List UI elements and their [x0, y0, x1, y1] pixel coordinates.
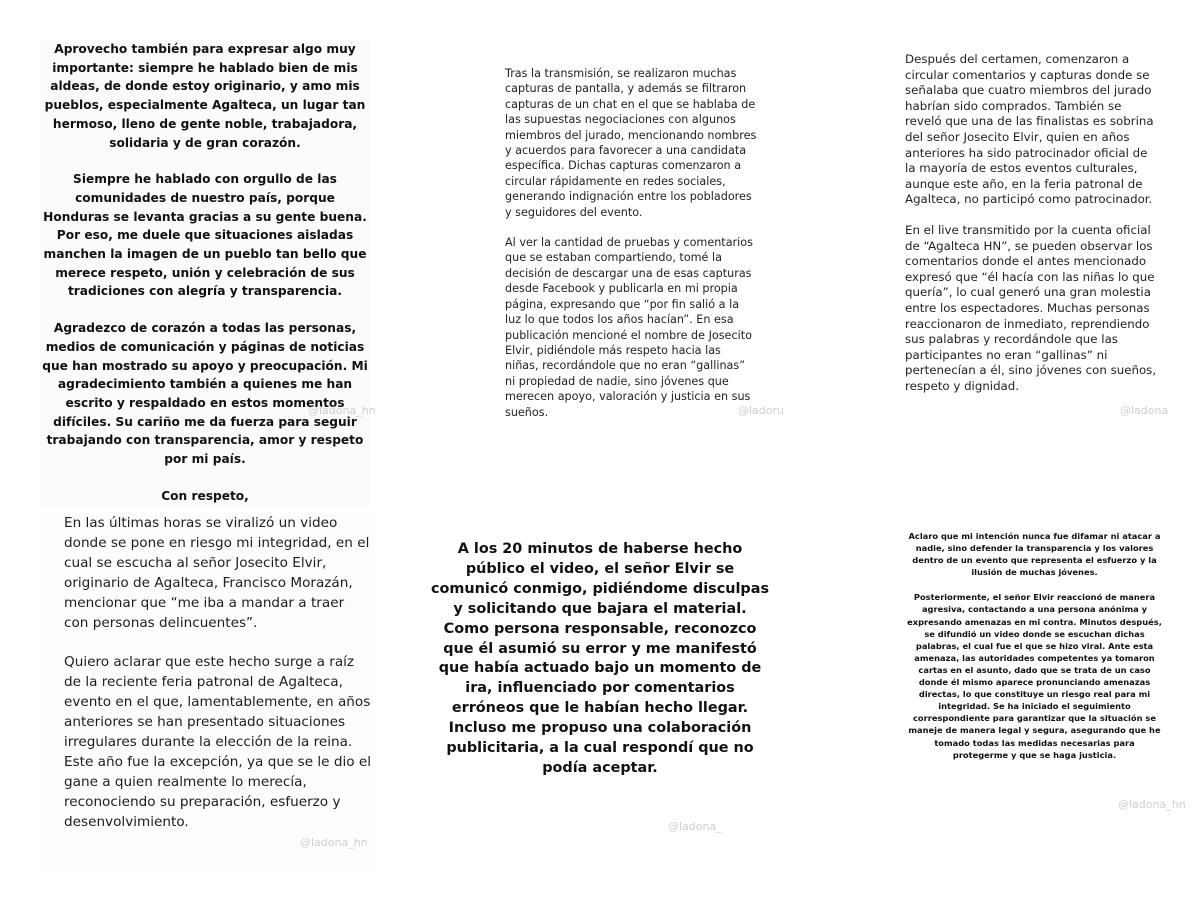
signature: Con respeto,: [161, 488, 249, 503]
paragraph: Agradezco de corazón a todas las personas, medios de comunicación y páginas de noticias que han mostrado su apoyo y preocupación. Mi agradecimiento también a quienes me han escrito y respaldado en estos momentos difíciles. Su cariño me da fuerza para seguir trabajando con transparencia, amor y respeto por mi país.: [42, 321, 368, 467]
watermark: @ladona: [1120, 404, 1169, 417]
panel-top-middle: [505, 66, 757, 491]
watermark: @ladona_hn: [1118, 798, 1186, 811]
paragraph: Aprovecho también para expresar algo muy importante: siempre he hablado bien de mis aldeas, de donde estoy originario, y amo mis pueblos, especialmente Agalteca, un lugar tan hermoso, lleno de gente noble, trabajadora, solidaria y de gran corazón.: [44, 42, 366, 150]
paragraph: En el live transmitido por la cuenta oficial de “Agalteca HN”, se pueden observar los comentarios donde el antes mencionado expresó que “él hacía con las niñas lo que quería”, lo cual generó una gran molestia entre los espectadores. Muchas personas reaccionaron de inmediato, reprendiendo sus palabras y recordándole que las participantes no eran “gallinas” ni pertenecían a él, sino jóvenes con sueños, respeto y dignidad.: [905, 222, 1157, 393]
paragraph: En las últimas horas se viralizó un video donde se pone en riesgo mi integridad, en el cual se escucha al señor Josecito Elvir, originario de Agalteca, Francisco Morazán, mencionar que “me iba a mandar a traer con personas delincuentes”.: [64, 515, 370, 631]
paragraph: A los 20 minutos de haberse hecho público el video, el señor Elvir se comunicó conmigo, pidiéndome disculpas y solicitando que bajara el material. Como persona responsable, reconozco que él asumió su error y me manifestó que había actuado bajo un momento de ira, influenciado por comentarios erróneos que le habían hecho llegar. Incluso me propuso una colaboración publicitaria, a la cual respondí que no podía aceptar.: [430, 541, 770, 776]
paragraph: Al ver la cantidad de pruebas y comentarios que se estaban compartiendo, tomé la decisión de descargar una de esas capturas desde Facebook y publicarla en mi propia página, expresando que “por fin salió a la luz lo que todos los años hacían”. En esa publicación mencioné el nombre de Josecito Elvir, pidiéndole más respeto hacia las niñas, recordándole que no eran “gallinas” ni propiedad de nadie, sino jóvenes que merecen apoyo, valoración y justicia en sus sueños.: [505, 236, 753, 419]
paragraph: Aclaro que mi intención nunca fue difamar ni atacar a nadie, sino defender la transparencia y los valores dentro de un evento que representa el esfuerzo y la ilusión de muchas jóvenes.: [908, 531, 1161, 578]
paragraph: Posteriormente, el señor Elvir reaccionó de manera agresiva, contactando a una persona anónima y expresando amenazas en mi contra. Minutos después, se difundió un video donde se escuchan dichas palabras, el cual fue el que se hizo viral. Ante esta amenaza, las autoridades competentes ya tomaron cartas en el asunto, dado que se trata de un caso donde él mismo aparece pronunciando amenazas directas, lo que constituye un riesgo real para mi integridad. Se ha iniciado el seguimiento correspondiente para garantizar que la situación se maneje de manera legal y segura, asegurando que he tomado todas las medidas necesarias para protegerme y que se haga justicia.: [907, 592, 1162, 760]
panel-top-right: [905, 52, 1160, 447]
panel-top-left: [40, 40, 370, 508]
panel-bottom-left: [40, 514, 372, 872]
paragraph: Tras la transmisión, se realizaron muchas capturas de pantalla, y además se filtraron capturas de un chat en el que se hablaba de las supuestas negociaciones con algunos miembros del jurado, mencionando nombres y acuerdos para favorecer a una candidata específica. Dichas capturas comenzaron a circular rápidamente en redes sociales, generando indignación entre los pobladores y seguidores del evento.: [505, 67, 757, 219]
watermark: @ladoru: [738, 404, 785, 417]
paragraph: Después del certamen, comenzaron a circular comentarios y capturas donde se señalaba que cuatro miembros del jurado habrían sido comprados. También se reveló que una de las finalistas es sobrina del señor Josecito Elvir, quien en años anteriores ha sido patrocinador oficial de la mayoría de estos eventos culturales, aunque este año, en la feria patronal de Agalteca, no participó como patrocinador.: [905, 52, 1154, 207]
paragraph: Quiero aclarar que este hecho surge a raíz de la reciente feria patronal de Agalteca, evento en el que, lamentablemente, en años anteriores se han presentado situaciones irregulares durante la elección de la reina. Este año fue la excepción, ya que se le dio el gane a quien realmente lo merecía, reconociendo su preparación, esfuerzo y desenvolvimiento.: [64, 654, 372, 830]
watermark: @ladona_hn: [308, 404, 376, 417]
paragraph: Siempre he hablado con orgullo de las comunidades de nuestro país, porque Honduras se levanta gracias a su gente buena. Por eso, me duele que situaciones aisladas manchen la imagen de un pueblo tan bello que merece respeto, unión y celebración de sus tradiciones con alegría y transparencia.: [43, 172, 367, 299]
watermark: @ladona_hn: [300, 836, 368, 849]
panel-bottom-right: [907, 530, 1162, 870]
watermark: @ladona_: [668, 820, 722, 833]
